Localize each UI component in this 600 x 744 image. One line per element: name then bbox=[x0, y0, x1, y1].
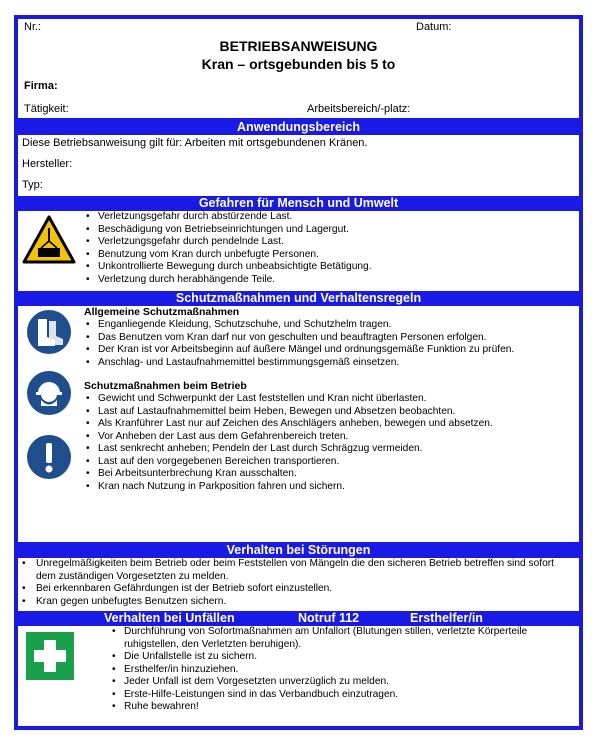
typ-label: Typ: bbox=[22, 179, 43, 191]
list-item: • Beschädigung von Betriebseinrichtungen und Lagergut. bbox=[84, 224, 574, 237]
list-item: • Vor Anheben der Last aus dem Gefahrenbereich treten. bbox=[84, 431, 576, 444]
list-item: • Unkontrollierte Bewegung durch unbeabsichtigte Betätigung. bbox=[84, 261, 574, 274]
stoerungen-list bbox=[20, 558, 575, 608]
ersthelfer-label: Ersthelfer/in bbox=[410, 611, 483, 625]
anwendung-text: Diese Betriebsanweisung gilt für: Arbeiten mit ortsgebundenen Kränen. bbox=[22, 137, 368, 149]
list-item: • Unregelmäßigkeiten beim Betrieb oder beim Feststellen von Mängeln die den sicheren Betrieb betreffen sind sofort dem zuständigen Vorgesetzten zu melden. bbox=[20, 558, 575, 583]
header-section bbox=[18, 19, 579, 118]
page-title: BETRIEBSANWEISUNG bbox=[219, 38, 378, 54]
arbeitsbereich-label: Arbeitsbereich/-platz: bbox=[307, 103, 411, 115]
operation-measures-heading: Schutzmaßnahmen beim Betrieb bbox=[84, 380, 247, 392]
list-item: • Der Kran ist vor Arbeitsbeginn auf äußere Mängel und ordnungsgemäße Funktion zu prüfen. bbox=[84, 344, 576, 357]
anwendung-heading: Anwendungsbereich bbox=[237, 120, 360, 134]
unfaelle-heading: Verhalten bei Unfällen bbox=[104, 611, 235, 625]
list-item: • Erste-Hilfe-Leistungen sind in das Verbandbuch einzutragen. bbox=[110, 689, 576, 702]
list-item: • Das Benutzen vom Kran darf nur von geschulten und beauftragten Personen erfolgen. bbox=[84, 332, 576, 345]
schutz-heading: Schutzmaßnahmen und Verhaltensregeln bbox=[175, 291, 422, 305]
list-item: • Jeder Unfall ist dem Vorgesetzten unverzüglich zu melden. bbox=[110, 676, 576, 689]
schutz-section bbox=[18, 306, 579, 542]
operation-measures-list bbox=[84, 393, 576, 493]
list-item: • Last auf Lastaufnahmemittel beim Heben, Bewegen und Absetzen beobachten. bbox=[84, 406, 576, 419]
first-aid-cross-icon bbox=[26, 632, 74, 680]
safety-boots-icon bbox=[26, 309, 72, 355]
nr-label: Nr.: bbox=[24, 21, 42, 33]
list-item: • Enganliegende Kleidung, Schutzschuhe, und Schutzhelm tragen. bbox=[84, 319, 576, 332]
safety-helmet-icon bbox=[26, 370, 72, 416]
unfaelle-heading-bar bbox=[18, 611, 579, 625]
gefahren-section bbox=[18, 211, 579, 291]
unfaelle-section bbox=[18, 626, 579, 726]
list-item: • Verletzungsgefahr durch abstürzende Last. bbox=[84, 211, 574, 224]
general-measures-heading: Allgemeine Schutzmaßnahmen bbox=[84, 306, 240, 318]
list-item: • Durchführung von Sofortmaßnahmen am Unfallort (Blutungen stillen, verletzte Körperteile ruhigstellen, den Verletzten beruhigen). bbox=[110, 626, 576, 651]
stoerungen-section bbox=[18, 558, 579, 611]
general-measures-list bbox=[84, 319, 576, 369]
list-item: • Kran gegen unbefugtes Benutzen sichern. bbox=[20, 596, 575, 609]
list-item: • Kran nach Nutzung in Parkposition fahren und sichern. bbox=[84, 481, 576, 494]
list-item: • Verletzung durch herabhängende Teile. bbox=[84, 274, 574, 287]
list-item: • Benutzung vom Kran durch unbefugte Personen. bbox=[84, 249, 574, 262]
exclamation-notice-icon bbox=[26, 434, 72, 480]
gefahren-list bbox=[84, 211, 574, 286]
list-item: • Verletzungsgefahr durch pendelnde Last. bbox=[84, 236, 574, 249]
gefahren-heading: Gefahren für Mensch und Umwelt bbox=[198, 196, 399, 210]
firma-label: Firma: bbox=[24, 80, 58, 92]
list-item: • Gewicht und Schwerpunkt der Last feststellen und Kran nicht überlasten. bbox=[84, 393, 576, 406]
list-item: • Last senkrecht anheben; Pendeln der Last durch Schrägzug vermeiden. bbox=[84, 443, 576, 456]
datum-label: Datum: bbox=[416, 21, 452, 33]
list-item: • Bei erkennbaren Gefährdungen ist der Betrieb sofort einzustellen. bbox=[20, 583, 575, 596]
taetigkeit-label: Tätigkeit: bbox=[24, 103, 69, 115]
hersteller-label: Hersteller: bbox=[22, 158, 73, 170]
list-item: • Als Kranführer Last nur auf Zeichen des Anschlägers anheben, bewegen und absetzen. bbox=[84, 418, 576, 431]
anwendung-section bbox=[18, 135, 579, 196]
suspended-load-warning-icon bbox=[22, 215, 76, 265]
list-item: • Bei Arbeitsunterbrechung Kran ausschalten. bbox=[84, 468, 576, 481]
list-item: • Anschlag- und Lastaufnahmemittel bestimmungsgemäß einsetzen. bbox=[84, 357, 576, 370]
list-item: • Ersthelfer/in hinzuziehen. bbox=[110, 664, 576, 677]
list-item: • Last auf den vorgegebenen Bereichen transportieren. bbox=[84, 456, 576, 469]
list-item: • Die Unfallstelle ist zu sichern. bbox=[110, 651, 576, 664]
page-subtitle: Kran – ortsgebunden bis 5 to bbox=[201, 56, 396, 72]
stoerungen-heading: Verhalten bei Störungen bbox=[226, 543, 371, 557]
notruf-number: Notruf 112 bbox=[298, 611, 360, 625]
document-frame bbox=[14, 15, 583, 730]
list-item: • Ruhe bewahren! bbox=[110, 701, 576, 714]
unfaelle-list bbox=[110, 626, 576, 714]
